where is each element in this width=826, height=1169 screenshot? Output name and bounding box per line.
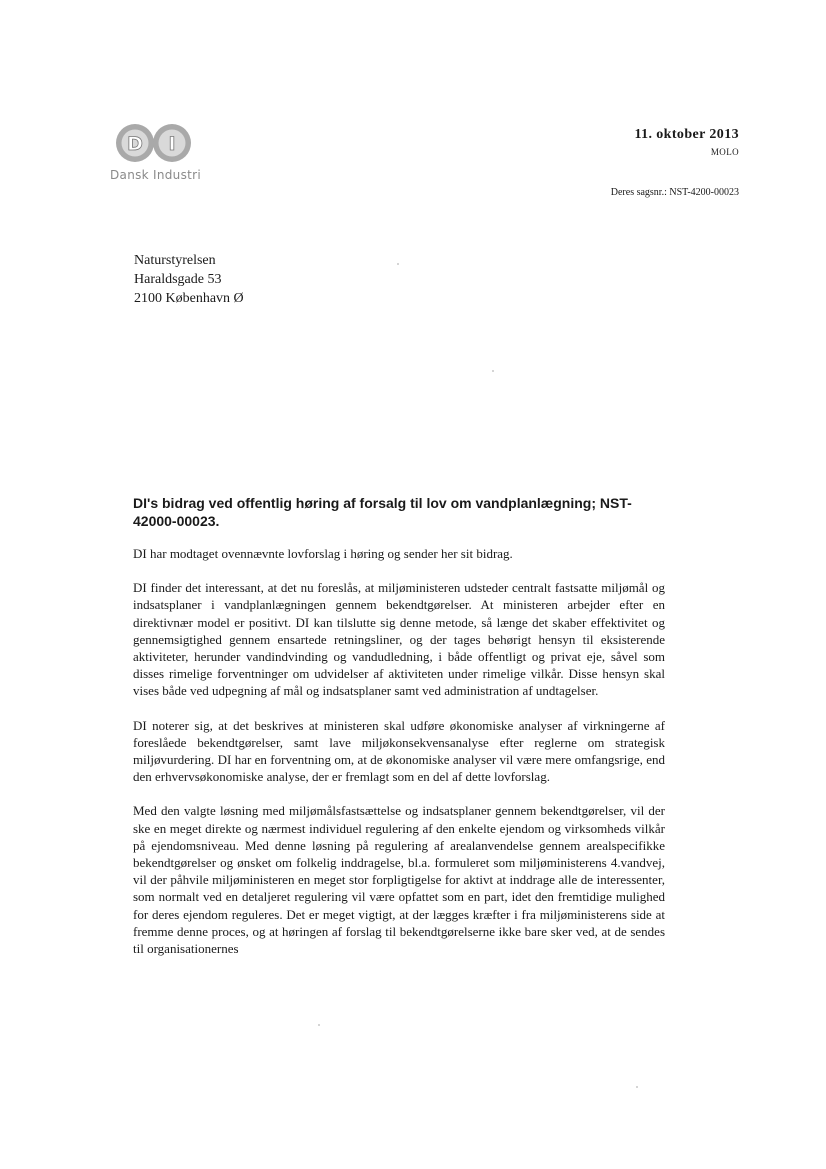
logo-letter-d: D xyxy=(127,133,143,155)
di-logo-mark xyxy=(114,122,204,166)
scan-speck xyxy=(318,1024,320,1026)
di-logo xyxy=(110,122,230,182)
logo-letter-i: I xyxy=(168,133,176,155)
letter-date: 11. oktober 2013 xyxy=(634,127,739,142)
company-name: Dansk Industri xyxy=(110,168,202,182)
scan-speck xyxy=(492,370,494,372)
scan-speck xyxy=(636,1086,638,1088)
recipient-name: Naturstyrelsen xyxy=(134,253,216,268)
sender-initials: MOLO xyxy=(710,147,739,157)
recipient-street: Haraldsgade 53 xyxy=(134,272,222,287)
letter-body xyxy=(133,545,665,974)
letter-subject: DI's bidrag ved offentlig høring af forsalg til lov om vandplanlægning; NST-42000-00023. xyxy=(133,495,632,529)
body-paragraph: DI finder det interessant, at det nu foreslås, at miljøministeren udsteder centralt fastsatte miljømål og indsatsplaner i vandplanlægningen gennem bekendtgørelser. At ministeren arbejder efter en direktivnær model er positivt. DI kan tilslutte sig denne metode, så længe det skaber effektivitet og gennemsigtighed gennem ensartede retningsliner, og der tages behørigt hensyn til eksisterende aktiviteter, herunder vandindvinding og vandudledning, i både offentligt og privat eje, såvel som disses rimelige forventninger om udvidelser af aktiviteten under rimelige vilkår. Disse hensyn skal vises både ved udpegning af mål og indsatsplaner samt ved administration af undtagelser. xyxy=(133,580,665,699)
body-paragraph: Med den valgte løsning med miljømålsfastsættelse og indsatsplaner gennem bekendtgørelser, vil der ske en meget direkte og nærmest individuel regulering af den enkelte ejendom og virksomheds vilkår på ejendomsniveau. Med denne løsning på regulering af arealanvendelse gennem arealspecifikke bekendtgørelser og ønsket om folkelig inddragelse, bl.a. formuleret som miljøministerens 4.vandvej, vil der påhvile miljøministeren en meget stor forpligtigelse for aktivt at inddrage alle de interessenter, som normalt ved en detaljeret regulering vil være opfattet som en part, idet den fremtidige mulighed for deres ejendom reguleres. Det er meget vigtigt, at der lægges kræfter i fra miljøministerens side at fremme denne proces, og at høringen af forslag til bekendtgørelserne ikke bare sker ved, at de sendes til organisationernes xyxy=(133,803,665,957)
case-reference: Deres sagsnr.: NST-4200-00023 xyxy=(610,187,739,198)
body-paragraph: DI noterer sig, at det beskrives at ministeren skal udføre økonomiske analyser af virkningerne af foreslåede bekendtgørelser, samt lave miljøkonsekvensanalyse efter reglerne om strategisk miljøvurdering. DI har en forventning om, at de økonomiske analyser vil være mere omfangsrige, end den erhvervsøkonomiske analyse, der er fremlagt som en del af dette lovforslag. xyxy=(133,717,665,785)
body-paragraph: DI har modtaget ovennævnte lovforslag i høring og sender her sit bidrag. xyxy=(133,546,513,561)
recipient-address xyxy=(134,251,244,308)
scan-speck xyxy=(397,263,399,265)
recipient-city: 2100 København Ø xyxy=(134,291,244,306)
